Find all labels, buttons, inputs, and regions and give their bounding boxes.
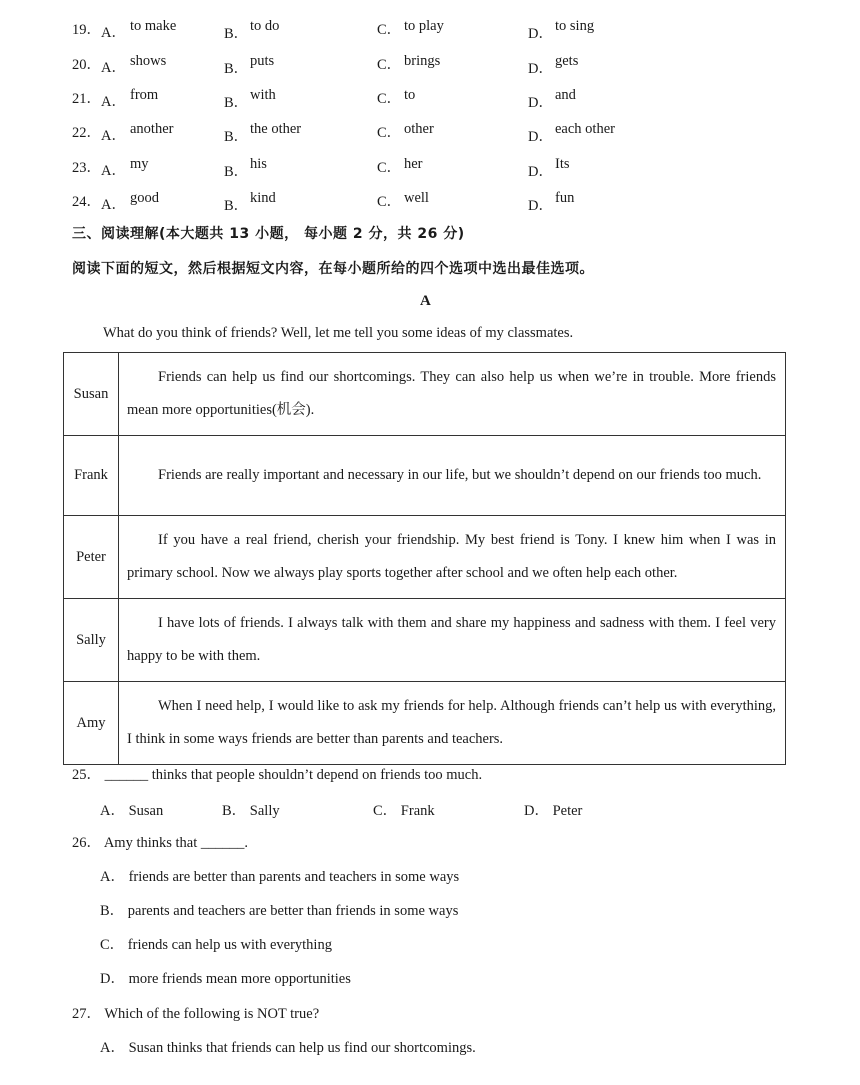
table-row xyxy=(64,682,786,765)
cloze-question-row xyxy=(0,53,860,77)
option-text-b: with xyxy=(250,87,276,103)
option-letter-c: C． xyxy=(377,91,402,107)
classmate-idea: When I need help, I would like to ask my friends for help. Although friends can’t help us with everything, I think in some ways friends are better than parents and teachers. xyxy=(119,682,786,765)
table-row xyxy=(64,353,786,436)
option-text-b: puts xyxy=(250,53,275,69)
option-text-d: each other xyxy=(555,121,615,137)
question-number: 24． xyxy=(72,194,101,210)
question-number: 23． xyxy=(72,160,101,176)
option-letter-b: B． xyxy=(224,26,249,42)
option-letter-c: C． xyxy=(377,125,402,141)
option-text-c: to play xyxy=(404,18,444,34)
option-letter-d: D． xyxy=(528,164,553,180)
option-text-a: from xyxy=(130,87,159,103)
option-text-b: to do xyxy=(250,18,280,34)
option-text-c: to xyxy=(404,87,416,103)
section-instruction: 阅读下面的短文，然后根据短文内容，在每小题所给的四个选项中选出最佳选项。 xyxy=(72,261,594,277)
question-25-stem: 25． ______ thinks that people shouldn’t depend on friends too much. xyxy=(72,767,483,783)
option-letter-b: B． xyxy=(224,61,249,77)
q26-option-c: C． friends can help us with everything xyxy=(100,937,332,953)
cloze-question-row xyxy=(0,18,860,42)
question-number: 20． xyxy=(72,57,101,73)
cloze-question-row xyxy=(0,87,860,111)
cloze-question-row xyxy=(0,190,860,214)
classmates-ideas-table xyxy=(63,352,786,765)
table-row xyxy=(64,599,786,682)
cloze-question-row xyxy=(0,156,860,180)
option-text-c: other xyxy=(404,121,434,137)
option-letter-d: D． xyxy=(528,61,553,77)
option-letter-b: B． xyxy=(224,198,249,214)
option-letter-d: D． xyxy=(528,95,553,111)
classmate-idea: I have lots of friends. I always talk with them and share my happiness and sadness with them. I feel very happy to be with them. xyxy=(119,599,786,682)
option-text-a: to make xyxy=(130,18,177,34)
table-row xyxy=(64,516,786,599)
q27-option-a: A． Susan thinks that friends can help us find our shortcomings. xyxy=(100,1040,476,1056)
option-text-d: gets xyxy=(555,53,579,69)
classmate-name: Amy xyxy=(64,682,119,765)
option-text-c: brings xyxy=(404,53,441,69)
table-row xyxy=(64,436,786,516)
q25-option-d: D． Peter xyxy=(524,803,583,819)
classmate-name: Susan xyxy=(64,353,119,436)
classmate-name: Peter xyxy=(64,516,119,599)
option-text-a: my xyxy=(130,156,149,172)
classmate-name: Sally xyxy=(64,599,119,682)
option-text-a: good xyxy=(130,190,159,206)
option-letter-a: A． xyxy=(101,94,126,110)
q26-option-b: B． parents and teachers are better than friends in some ways xyxy=(100,903,459,919)
option-letter-c: C． xyxy=(377,22,402,38)
section-heading: 三、阅读理解(本大题共 13 小题， 每小题 2 分，共 26 分) xyxy=(72,226,465,242)
option-letter-b: B． xyxy=(224,129,249,145)
option-letter-d: D． xyxy=(528,198,553,214)
option-letter-a: A． xyxy=(101,163,126,179)
cloze-question-row xyxy=(0,121,860,145)
q26-option-a: A． friends are better than parents and teachers in some ways xyxy=(100,869,460,885)
option-text-d: Its xyxy=(555,156,570,172)
q26-option-d: D． more friends mean more opportunities xyxy=(100,971,351,987)
option-text-b: his xyxy=(250,156,267,172)
option-letter-a: A． xyxy=(101,60,126,76)
passage-title: A xyxy=(420,293,431,309)
option-text-b: the other xyxy=(250,121,302,137)
classmate-name: Frank xyxy=(64,436,119,516)
option-letter-a: A． xyxy=(101,25,126,41)
option-letter-c: C． xyxy=(377,57,402,73)
option-letter-c: C． xyxy=(377,160,402,176)
option-text-c: well xyxy=(404,190,429,206)
question-number: 21． xyxy=(72,91,101,107)
option-text-d: fun xyxy=(555,190,575,206)
q25-option-b: B． Sally xyxy=(222,803,280,819)
question-number: 19． xyxy=(72,22,101,38)
option-letter-b: B． xyxy=(224,164,249,180)
option-text-c: her xyxy=(404,156,423,172)
option-text-a: another xyxy=(130,121,174,137)
option-letter-d: D． xyxy=(528,26,553,42)
option-text-d: to sing xyxy=(555,18,595,34)
classmate-idea: Friends are really important and necessary in our life, but we shouldn’t depend on our friends too much. xyxy=(119,436,786,516)
option-letter-b: B． xyxy=(224,95,249,111)
option-text-d: and xyxy=(555,87,576,103)
q25-option-a: A． Susan xyxy=(100,803,164,819)
option-letter-d: D． xyxy=(528,129,553,145)
option-letter-a: A． xyxy=(101,128,126,144)
passage-intro: What do you think of friends? Well, let me tell you some ideas of my classmates. xyxy=(103,325,574,341)
question-26-stem: 26． Amy thinks that ______. xyxy=(72,835,249,851)
classmate-idea: If you have a real friend, cherish your friendship. My best friend is Tony. I knew him when I was in primary school. Now we always play sports together after school and we often help each other. xyxy=(119,516,786,599)
question-27-stem: 27． Which of the following is NOT true? xyxy=(72,1006,320,1022)
option-text-a: shows xyxy=(130,53,167,69)
classmate-idea: Friends can help us find our shortcomings. They can also help us when we’re in trouble. More friends mean more opportunities(机会). xyxy=(119,353,786,436)
question-number: 22． xyxy=(72,125,101,141)
option-letter-a: A． xyxy=(101,197,126,213)
option-text-b: kind xyxy=(250,190,276,206)
option-letter-c: C． xyxy=(377,194,402,210)
q25-option-c: C． Frank xyxy=(373,803,435,819)
